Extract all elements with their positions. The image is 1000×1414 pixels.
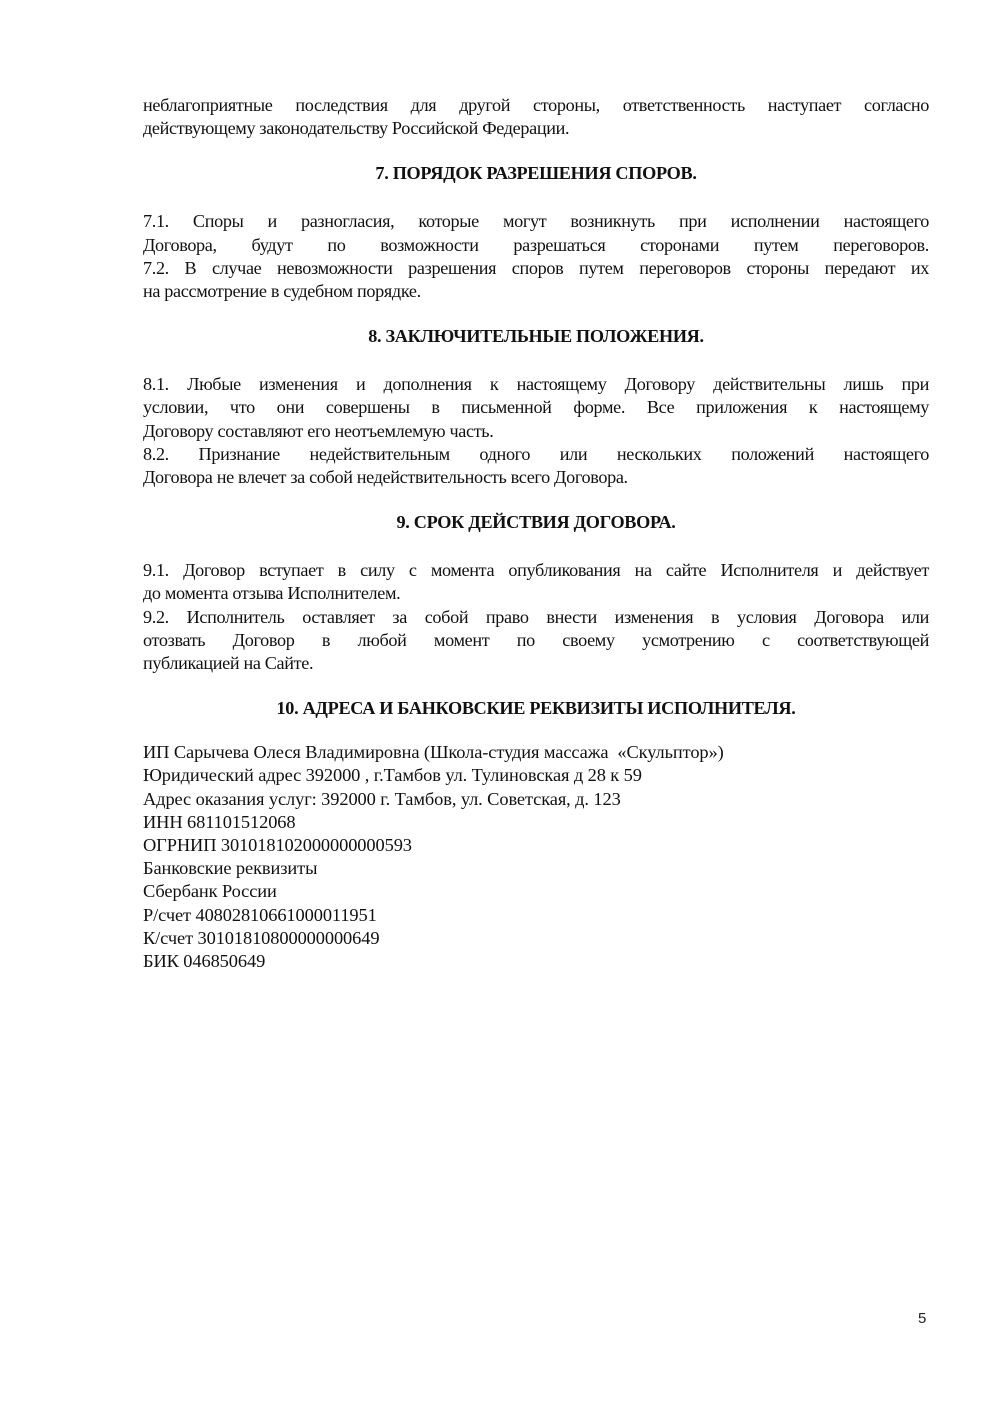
section-heading-10: 10. АДРЕСА И БАНКОВСКИЕ РЕКВИЗИТЫ ИСПОЛНИТЕЛЯ. [276,698,796,719]
section-heading-8: 8. ЗАКЛЮЧИТЕЛЬНЫЕ ПОЛОЖЕНИЯ. [368,326,704,347]
text-line: 8.1. Любые изменения и дополнения к настоящему Договору действительны лишь при [143,374,929,395]
paragraph-9-2 [143,606,929,676]
section-heading-9: 9. СРОК ДЕЙСТВИЯ ДОГОВОРА. [396,512,676,533]
intro-line: действующему законодательству Российской Федерации. [143,118,570,139]
text-line: Договора не влечет за собой недействительность всего Договора. [143,467,628,488]
bik: БИК 046850649 [143,951,266,972]
text-line: Договора, будут по возможности разрешаться сторонами путем переговоров. [143,234,929,255]
bank-label: Банковские реквизиты [143,858,318,879]
service-address: Адрес оказания услуг: 392000 г. Тамбов, ул. Советская, д. 123 [143,788,621,809]
text-line: 8.2. Признание недействительным одного или нескольких положений настоящего [143,443,929,464]
page-content [143,94,929,973]
requisites-block [143,741,929,973]
text-line: 9.1. Договор вступает в силу с момента опубликования на сайте Исполнителя и действует [143,560,929,581]
section-heading-7: 7. ПОРЯДОК РАЗРЕШЕНИЯ СПОРОВ. [375,163,697,184]
ogrnip: ОГРНИП 301018102000000000593 [143,835,412,856]
text-line: Договору составляют его неотъемлемую часть. [143,420,494,441]
text-line: на рассмотрение в судебном порядке. [143,281,421,302]
settlement-account: Р/счет 40802810661000011951 [143,904,377,925]
paragraph-8-1 [143,373,929,443]
text-line: отозвать Договор в любой момент по своему усмотрению с соответствующей [143,629,929,650]
text-line: 7.2. В случае невозможности разрешения споров путем переговоров стороны передают их [143,257,929,278]
legal-address: Юридический адрес 392000 , г.Тамбов ул. Тулиновская д 28 к 59 [143,765,642,786]
paragraph-7-2 [143,257,929,303]
text-line: до момента отзыва Исполнителем. [143,583,401,604]
text-line: условии, что они совершены в письменной форме. Все приложения к настоящему [143,397,929,418]
text-line: 9.2. Исполнитель оставляет за собой право внести изменения в условия Договора или [143,606,929,627]
text-line: 7.1. Споры и разногласия, которые могут возникнуть при исполнении настоящего [143,211,929,232]
text-line: публикацией на Сайте. [143,653,314,674]
paragraph-7-1 [143,210,929,256]
inn: ИНН 681101512068 [143,811,296,832]
paragraph-8-2 [143,443,929,489]
page-number: 5 [918,1310,927,1327]
correspondent-account: К/счет 30101810800000000649 [143,927,380,948]
intro-line: неблагоприятные последствия для другой стороны, ответственность наступает согласно [143,95,929,115]
bank-name: Сбербанк России [143,881,277,902]
paragraph-9-1 [143,559,929,605]
company-name: ИП Сарычева Олеся Владимировна (Школа-студия массажа «Скульптор») [143,742,724,763]
